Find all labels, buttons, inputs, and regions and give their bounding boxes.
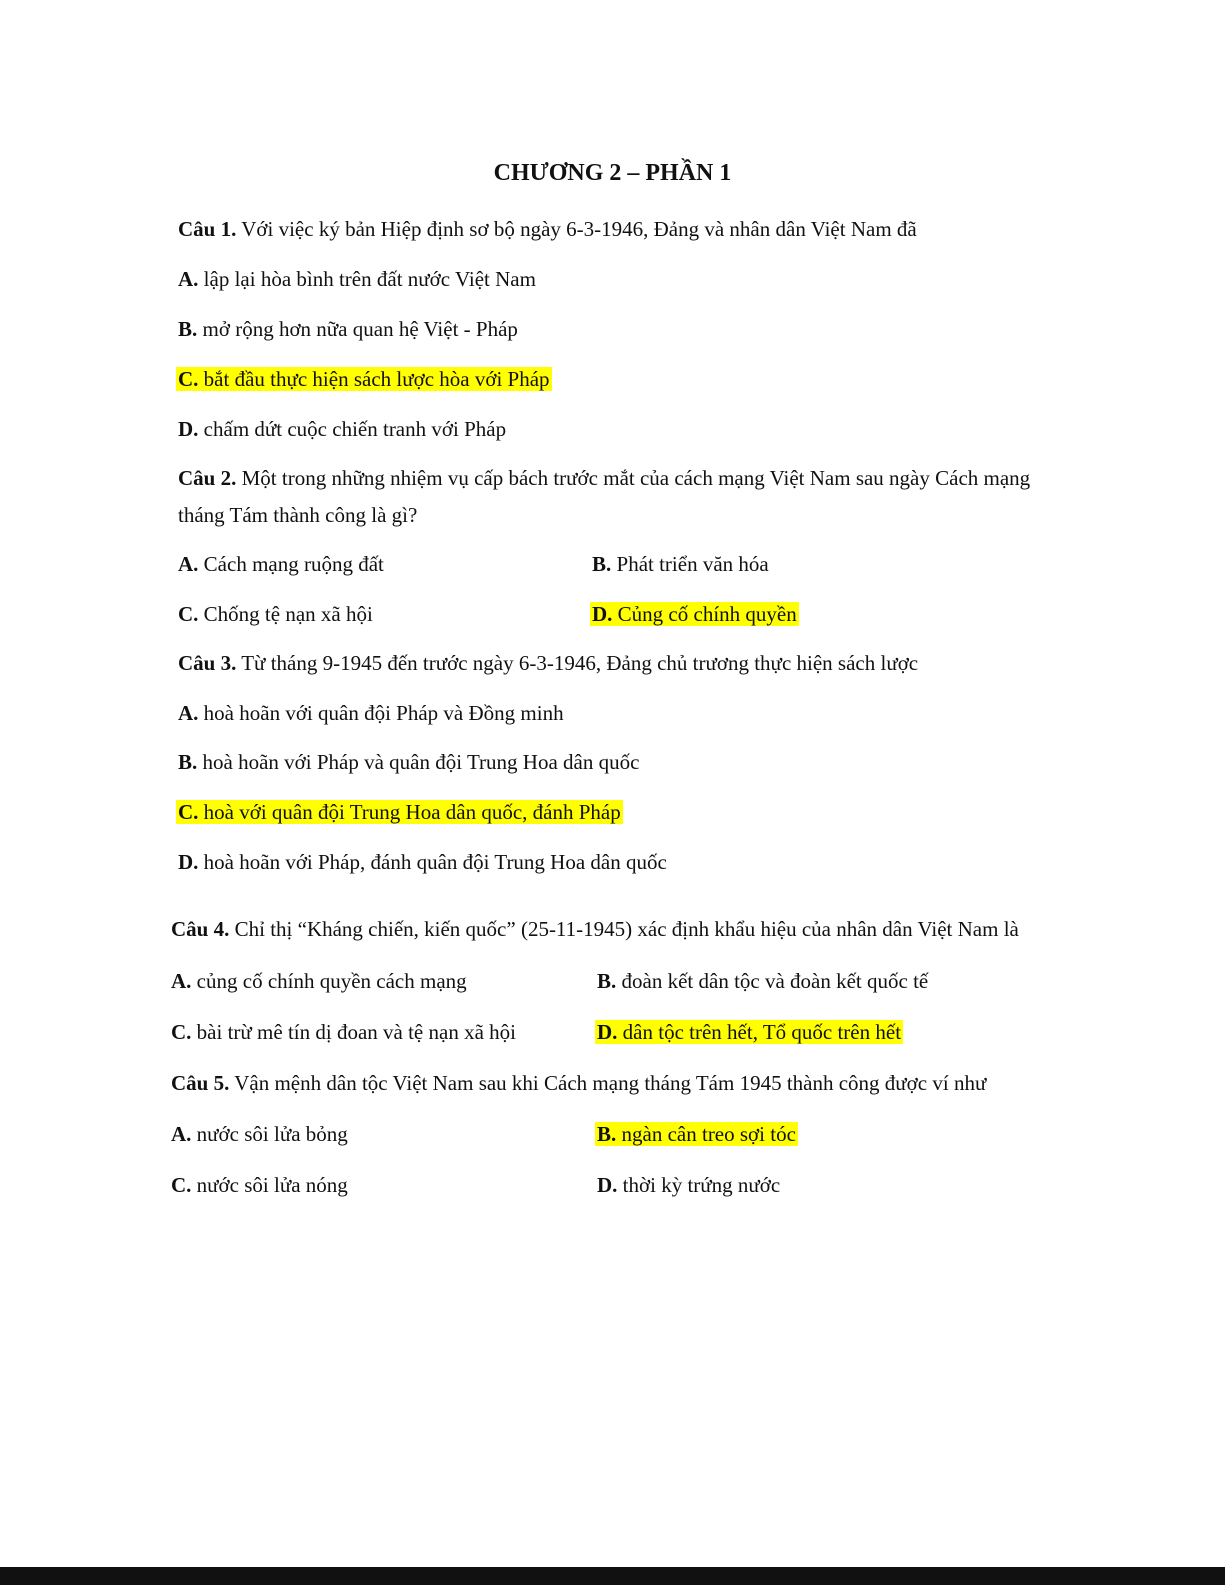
question-2-text-line1: Một trong những nhiệm vụ cấp bách trước mắt của cách mạng Việt Nam sau ngày Cách mạng xyxy=(241,466,1031,490)
q1-option-d xyxy=(178,416,506,442)
q5-option-c-key: C. xyxy=(171,1173,192,1197)
q5-option-a-text: nước sôi lửa bỏng xyxy=(196,1122,348,1146)
q4-option-a-key: A. xyxy=(171,969,192,993)
q2-option-c-text: Chống tệ nạn xã hội xyxy=(203,602,373,626)
q2-option-a-key: A. xyxy=(178,552,199,576)
q3-option-b-key: B. xyxy=(178,750,198,774)
question-4-text: Chỉ thị “Kháng chiến, kiến quốc” (25-11-1945) xác định khẩu hiệu của nhân dân Việt Nam là xyxy=(234,917,1019,941)
q4-option-c xyxy=(171,1019,516,1045)
q5-option-d-text: thời kỳ trứng nước xyxy=(622,1173,781,1197)
q2-option-d-text: Củng cố chính quyền xyxy=(617,602,797,626)
q2-option-c-key: C. xyxy=(178,602,199,626)
q2-option-d xyxy=(592,601,799,627)
page-bottom-border xyxy=(0,1567,1225,1585)
q4-option-a-text: củng cố chính quyền cách mạng xyxy=(196,969,467,993)
q1-option-d-key: D. xyxy=(178,417,199,441)
question-2-text-line2: tháng Tám thành công là gì? xyxy=(178,503,418,527)
q1-option-a xyxy=(178,266,536,292)
q4-option-c-text: bài trừ mê tín dị đoan và tệ nạn xã hội xyxy=(196,1020,516,1044)
q5-option-a xyxy=(171,1121,348,1147)
q1-option-b xyxy=(178,316,518,342)
q1-option-c xyxy=(178,366,552,392)
q4-option-c-key: C. xyxy=(171,1020,192,1044)
q3-option-b xyxy=(178,749,639,775)
q4-option-b xyxy=(597,968,928,994)
q3-option-c xyxy=(178,799,623,825)
question-2 xyxy=(178,465,1030,491)
q2-option-a xyxy=(178,551,384,577)
q3-answer-highlight xyxy=(176,800,623,824)
question-1-text: Với việc ký bản Hiệp định sơ bộ ngày 6-3-1946, Đảng và nhân dân Việt Nam đã xyxy=(241,217,917,241)
question-5-label: Câu 5. xyxy=(171,1071,230,1095)
q5-option-b-text: ngàn cân treo sợi tóc xyxy=(621,1122,796,1146)
q3-option-d-text: hoà hoãn với Pháp, đánh quân đội Trung Hoa dân quốc xyxy=(203,850,667,874)
question-4 xyxy=(171,916,1019,942)
question-4-label: Câu 4. xyxy=(171,917,230,941)
q5-option-b-key: B. xyxy=(597,1122,617,1146)
q2-answer-highlight xyxy=(590,602,799,626)
q5-option-c xyxy=(171,1172,348,1198)
question-3-label: Câu 3. xyxy=(178,651,237,675)
q4-option-d xyxy=(597,1019,903,1045)
page-title: CHƯƠNG 2 – PHẦN 1 xyxy=(493,160,732,186)
question-3 xyxy=(178,650,918,676)
question-5-text: Vận mệnh dân tộc Việt Nam sau khi Cách mạng tháng Tám 1945 thành công được ví như xyxy=(234,1071,987,1095)
q3-option-d-key: D. xyxy=(178,850,199,874)
q2-option-d-key: D. xyxy=(592,602,613,626)
q3-option-b-text: hoà hoãn với Pháp và quân đội Trung Hoa dân quốc xyxy=(202,750,640,774)
q2-option-c xyxy=(178,601,373,627)
q3-option-c-key: C. xyxy=(178,800,199,824)
q1-answer-highlight xyxy=(176,367,552,391)
question-1-label: Câu 1. xyxy=(178,217,237,241)
q2-option-a-text: Cách mạng ruộng đất xyxy=(203,552,384,576)
question-1 xyxy=(178,216,917,242)
q4-answer-highlight xyxy=(595,1020,903,1044)
question-3-text: Từ tháng 9-1945 đến trước ngày 6-3-1946, Đảng chủ trương thực hiện sách lược xyxy=(241,651,919,675)
q4-option-d-key: D. xyxy=(597,1020,618,1044)
q3-option-c-text: hoà với quân đội Trung Hoa dân quốc, đánh Pháp xyxy=(203,800,621,824)
question-2-label: Câu 2. xyxy=(178,466,237,490)
q5-option-c-text: nước sôi lửa nóng xyxy=(196,1173,348,1197)
q1-option-c-text: bắt đầu thực hiện sách lược hòa với Pháp xyxy=(203,367,550,391)
q1-option-a-text: lập lại hòa bình trên đất nước Việt Nam xyxy=(203,267,536,291)
q1-option-c-key: C. xyxy=(178,367,199,391)
q1-option-b-key: B. xyxy=(178,317,198,341)
q4-option-d-text: dân tộc trên hết, Tổ quốc trên hết xyxy=(622,1020,902,1044)
q4-option-b-key: B. xyxy=(597,969,617,993)
q2-option-b-key: B. xyxy=(592,552,612,576)
q5-answer-highlight xyxy=(595,1122,798,1146)
q3-option-a-key: A. xyxy=(178,701,199,725)
q2-option-b xyxy=(592,551,769,577)
q1-option-b-text: mở rộng hơn nữa quan hệ Việt - Pháp xyxy=(202,317,518,341)
question-5 xyxy=(171,1070,986,1096)
q4-option-b-text: đoàn kết dân tộc và đoàn kết quốc tế xyxy=(621,969,929,993)
q2-option-b-text: Phát triển văn hóa xyxy=(616,552,769,576)
q4-option-a xyxy=(171,968,467,994)
q1-option-a-key: A. xyxy=(178,267,199,291)
q3-option-a-text: hoà hoãn với quân đội Pháp và Đồng minh xyxy=(203,701,564,725)
q5-option-b xyxy=(597,1121,798,1147)
q5-option-d xyxy=(597,1172,780,1198)
question-2-continuation xyxy=(178,502,417,528)
q1-option-d-text: chấm dứt cuộc chiến tranh với Pháp xyxy=(203,417,507,441)
q5-option-a-key: A. xyxy=(171,1122,192,1146)
q3-option-d xyxy=(178,849,667,875)
q5-option-d-key: D. xyxy=(597,1173,618,1197)
q3-option-a xyxy=(178,700,564,726)
